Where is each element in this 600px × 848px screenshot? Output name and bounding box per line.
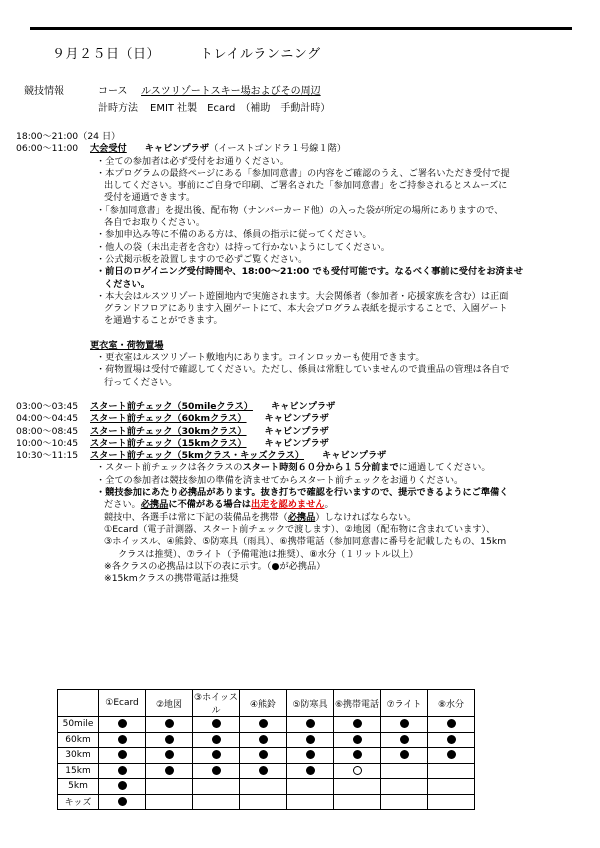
start-check-time: 04:00～04:45 [16, 413, 79, 425]
changing-note-line: ・荷物置場は受付で確認してください。ただし、係員は常駐していませんので貴重品の管理は各自で [96, 364, 510, 376]
changing-heading: 更衣室・荷物置場 [90, 339, 164, 351]
info-label: 競技情報 [24, 86, 64, 97]
start-check-label: スタート前チェック（50mileクラス） [90, 400, 253, 412]
reception-time: 06:00～11:00 [16, 143, 79, 155]
start-check-schedule [16, 401, 586, 462]
equipment-mark-cell [193, 748, 240, 764]
equipment-mark-cell [381, 779, 428, 795]
equipment-mark-cell [287, 794, 334, 810]
equipment-mark-cell [381, 794, 428, 810]
timing-label: 計時方法 [98, 103, 138, 114]
equipment-mark-cell [240, 763, 287, 779]
check-note-3: ・競技参加にあたり必携品があります。抜き打ちで確認を行いますので、提示できるようにご準備く [96, 487, 509, 499]
equipment-mark-cell [428, 732, 475, 748]
start-check-label: スタート前チェック（30kmクラス） [90, 425, 247, 437]
equipment-header-cell: ①Ecard [99, 690, 146, 717]
equipment-table [57, 689, 475, 810]
table-corner [58, 690, 99, 717]
check-note-10: ※15kmクラスの携帯電話は推奨 [104, 573, 239, 585]
equipment-row [58, 763, 475, 779]
equipment-mark-cell [193, 794, 240, 810]
equipment-header-cell: ⑧水分 [428, 690, 475, 717]
required-mark [306, 719, 315, 728]
reception-note-line: ・「参加同意書」を提出後、配布物（ナンバーカード他）の入った袋が所定の場所にありますので、 [96, 204, 504, 216]
equipment-row [58, 732, 475, 748]
start-check-label: スタート前チェック（5kmクラス・キッズクラス） [90, 450, 305, 462]
start-check-time: 10:00～10:45 [16, 437, 79, 449]
required-mark [259, 719, 268, 728]
changing-note-line: 行ってください。 [104, 376, 178, 388]
reception-note-line: ・全ての参加者は必ず受付をお通りください。 [96, 155, 289, 167]
reception-heading: 大会受付 [90, 143, 127, 155]
required-mark [400, 735, 409, 744]
start-check-venue: キャビンプラザ [264, 425, 329, 437]
equipment-mark-cell [193, 763, 240, 779]
start-check-row [16, 426, 586, 438]
equipment-mark-cell [428, 794, 475, 810]
start-check-row [16, 401, 586, 413]
equipment-header-cell: ⑤防寒具 [287, 690, 334, 717]
required-mark [165, 719, 174, 728]
equipment-mark-cell [99, 779, 146, 795]
equipment-mark-cell [287, 717, 334, 733]
reception-venue-name: キャビンプラザ [144, 143, 210, 155]
equipment-mark-cell [99, 717, 146, 733]
equipment-mark-cell [334, 794, 381, 810]
title-date: ９月２５日（日） [52, 47, 161, 62]
equipment-row [58, 748, 475, 764]
reception-notes [16, 156, 586, 328]
equipment-mark-cell [381, 732, 428, 748]
equipment-class-label: 60km [58, 732, 99, 748]
start-check-time: 10:30～11:15 [16, 450, 79, 462]
required-mark [165, 766, 174, 775]
equipment-mark-cell [334, 763, 381, 779]
required-mark [400, 750, 409, 759]
equipment-mark-cell [334, 732, 381, 748]
equipment-mark-cell [240, 717, 287, 733]
equipment-header-cell: ③ホイッスル [193, 690, 240, 717]
equipment-header-cell: ②地図 [146, 690, 193, 717]
check-note-8: クラスは推奨）、⑦ライト（予備電池は推奨）、⑧水分（１リットル以上） [118, 548, 419, 560]
required-mark [353, 750, 362, 759]
equipment-row [58, 794, 475, 810]
start-check-row [16, 450, 586, 462]
equipment-mark-cell [99, 732, 146, 748]
check-note-9: ※各クラスの必携品は以下の表に示す。（●が必携品） [104, 560, 326, 572]
required-mark [118, 781, 127, 790]
equipment-mark-cell [334, 779, 381, 795]
reception-note-line: ・本プログラムの最終ページにある「参加同意書」の内容をご確認のうえ、ご署名いただき受付で提 [96, 167, 510, 179]
equipment-mark-cell [334, 748, 381, 764]
equipment-mark-cell [428, 763, 475, 779]
required-mark [118, 735, 127, 744]
changing-note-line: ・更衣室はルスツリゾート敷地内にあります。コインロッカーも使用できます。 [96, 352, 425, 364]
required-mark [306, 750, 315, 759]
start-check-venue: キャビンプラザ [264, 437, 329, 449]
equipment-mark-cell [334, 717, 381, 733]
program-body [16, 131, 586, 585]
equipment-class-label: 50mile [58, 717, 99, 733]
required-mark [259, 766, 268, 775]
equipment-mark-cell [193, 779, 240, 795]
equipment-header-cell: ④熊鈴 [240, 690, 287, 717]
required-mark [212, 719, 221, 728]
equipment-mark-cell [193, 732, 240, 748]
required-mark [212, 735, 221, 744]
equipment-class-label: キッズ [58, 794, 99, 810]
equipment-mark-cell [240, 794, 287, 810]
equipment-mark-cell [381, 717, 428, 733]
reception-note-line: ・他人の袋（未出走者を含む）は持って行かないようにしてください。 [96, 241, 390, 253]
required-mark [165, 750, 174, 759]
check-note-6: ①Ecard（電子計測器、スタート前チェックで渡します）、②地図（配布物に含まれています）、 [104, 523, 496, 535]
course-label: コース [98, 86, 128, 97]
title-event: トレイルランニング [200, 47, 321, 62]
equipment-mark-cell [381, 748, 428, 764]
reception-note-line: 各自でお取りください。 [104, 217, 206, 229]
equipment-mark-cell [428, 748, 475, 764]
equipment-class-label: 30km [58, 748, 99, 764]
start-check-venue: キャビンプラザ [264, 413, 329, 425]
reception-note-line: ・前日のロゲイニング受付時間や、18:00～21:00 でも受付可能です。なるべく事前に受付をお済ませ [96, 266, 524, 278]
schedule-prev-day: 18:00～21:00（24 日） [16, 131, 121, 142]
equipment-mark-cell [287, 763, 334, 779]
required-mark [212, 766, 221, 775]
page-title [52, 43, 321, 62]
start-check-venue: キャビンプラザ [322, 450, 387, 462]
changing-row [16, 340, 586, 352]
start-check-label: スタート前チェック（15kmクラス） [90, 437, 247, 449]
check-note-5: 競技中、各選手は常に下記の装備品を携帯（必携品）しなければならない。 [104, 511, 417, 523]
equipment-mark-cell [287, 748, 334, 764]
reception-venue-detail: （イーストゴンドラ１号線１階） [209, 143, 347, 155]
reception-note-line: グランドフロアにあります入園ゲートにて、本大会プログラム表紙を提示することで、入園ゲート [104, 303, 508, 315]
equipment-class-label: 5km [58, 779, 99, 795]
start-check-row [16, 413, 586, 425]
start-check-time: 08:00～08:45 [16, 425, 79, 437]
check-note-2: ・全ての参加者は競技参加の準備を済ませてからスタート前チェックをお通りください。 [96, 474, 464, 486]
equipment-mark-cell [99, 794, 146, 810]
required-mark [353, 735, 362, 744]
equipment-row [58, 717, 475, 733]
equipment-mark-cell [428, 717, 475, 733]
equipment-mark-cell [381, 763, 428, 779]
recommended-mark [353, 766, 362, 775]
equipment-mark-cell [193, 717, 240, 733]
required-mark [118, 797, 127, 806]
equipment-header-cell: ⑥携帯電話 [334, 690, 381, 717]
equipment-mark-cell [240, 748, 287, 764]
equipment-class-label: 15km [58, 763, 99, 779]
equipment-mark-cell [428, 779, 475, 795]
required-mark [400, 719, 409, 728]
equipment-mark-cell [146, 717, 193, 733]
required-mark [259, 735, 268, 744]
equipment-mark-cell [146, 794, 193, 810]
reception-note-line: ・参加申込み等に不備のある方は、係員の指示に従ってください。 [96, 229, 372, 241]
equipment-mark-cell [240, 779, 287, 795]
start-check-time: 03:00～03:45 [16, 400, 79, 412]
required-mark [447, 719, 456, 728]
required-mark [447, 735, 456, 744]
equipment-mark-cell [146, 732, 193, 748]
top-rule [30, 27, 572, 30]
equipment-header-cell: ⑦ライト [381, 690, 428, 717]
check-note-4: ださい。必携品に不備がある場合は出走を認めません。 [104, 499, 334, 511]
required-mark [118, 766, 127, 775]
equipment-mark-cell [99, 763, 146, 779]
timing-value: EMIT 社製 Ecard （補助 手動計時） [150, 103, 331, 114]
equipment-mark-cell [99, 748, 146, 764]
reception-note-line: 出してください。事前にご自身で印刷、ご署名された「参加同意書」をご持参されるとスムーズに [104, 180, 508, 192]
required-mark [306, 735, 315, 744]
reception-note-line: ・公式掲示板を設置しますので必ずご覧ください。 [96, 253, 308, 265]
check-note-7: ③ホイッスル、④熊鈴、⑤防寒具（雨具）、⑥携帯電話（参加同意書に番号を記載したもの、15km [104, 536, 507, 548]
required-mark [165, 735, 174, 744]
equipment-table-header [58, 690, 475, 717]
equipment-row [58, 779, 475, 795]
required-mark [212, 750, 221, 759]
required-mark [447, 750, 456, 759]
course-value: ルスツリゾートスキー場およびその周辺 [141, 86, 321, 97]
check-note-1: ・スタート前チェックは各クラスのスタート時刻６０分から１５分前までに通過してください。 [96, 462, 491, 474]
required-mark [118, 719, 127, 728]
reception-note-line: ください。 [104, 278, 150, 290]
start-check-venue: キャビンプラザ [270, 400, 336, 412]
reception-note-line: ・本大会はルスツリゾート遊園地内で実施されます。大会関係者（参加者・応援家族を含む）は正面 [96, 290, 509, 302]
equipment-mark-cell [287, 779, 334, 795]
required-mark [353, 719, 362, 728]
equipment-mark-cell [146, 748, 193, 764]
start-check-label: スタート前チェック（60kmクラス） [90, 413, 247, 425]
reception-note-line: を通過することができます。 [104, 315, 223, 327]
equipment-mark-cell [146, 779, 193, 795]
equipment-mark-cell [287, 732, 334, 748]
required-mark [259, 750, 268, 759]
reception-note-line: 受付を通過できます。 [104, 192, 196, 204]
required-mark [306, 766, 315, 775]
required-mark [118, 750, 127, 759]
changing-notes [16, 352, 586, 389]
reception-row [16, 143, 586, 155]
start-check-row [16, 438, 586, 450]
equipment-mark-cell [146, 763, 193, 779]
equipment-mark-cell [240, 732, 287, 748]
